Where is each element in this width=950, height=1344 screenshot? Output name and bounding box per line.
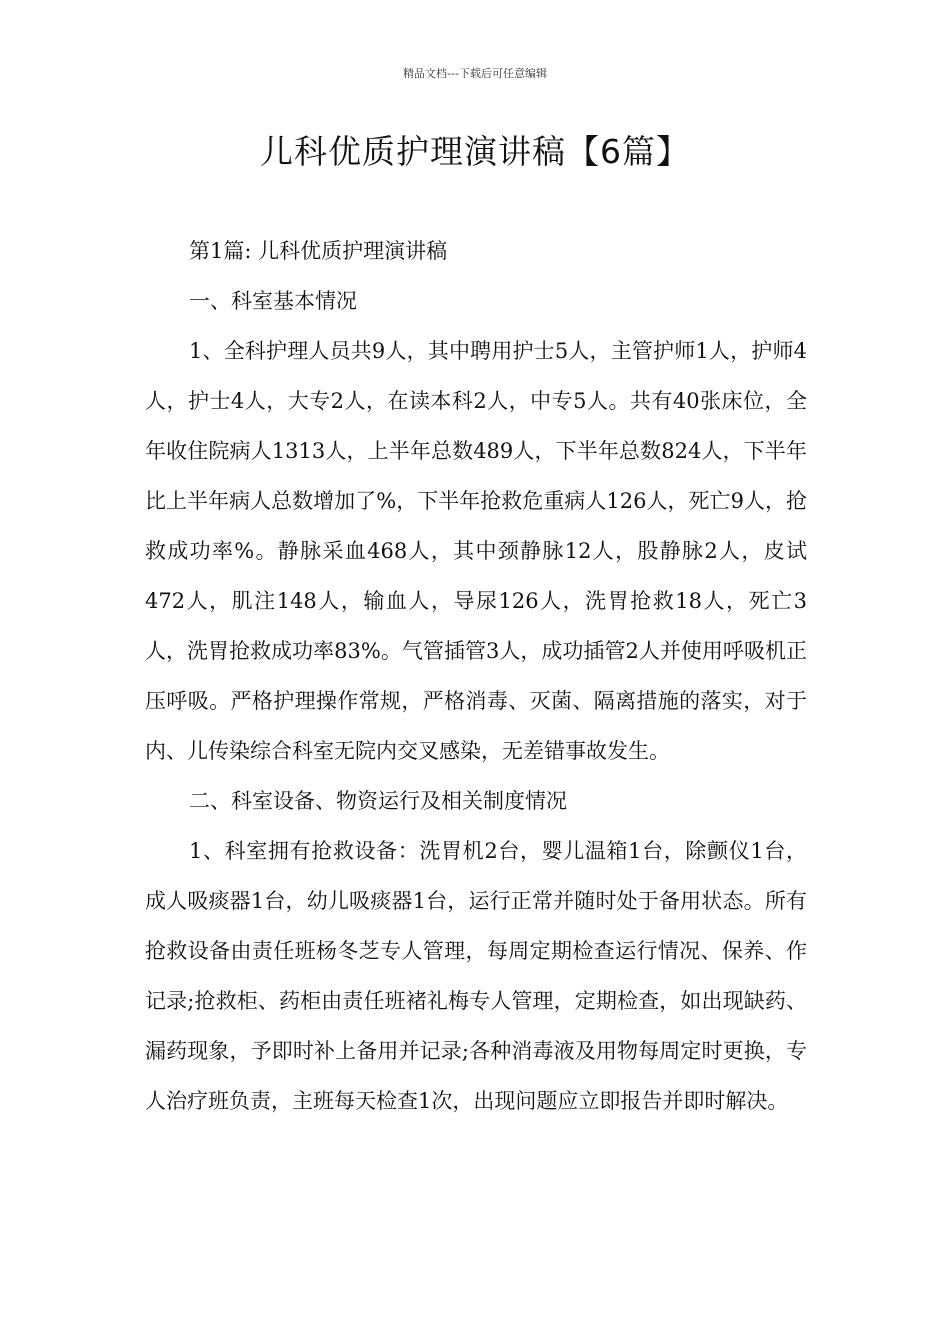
document-body xyxy=(145,226,807,1126)
document-title: 儿科优质护理演讲稿【6篇】 xyxy=(260,132,690,171)
section-heading: 第1篇: 儿科优质护理演讲稿 xyxy=(189,239,448,263)
part2-heading: 二、科室设备、物资运行及相关制度情况 xyxy=(189,789,567,813)
part1-heading: 一、科室基本情况 xyxy=(189,289,357,313)
part1-paragraph: 1、全科护理人员共9人，其中聘用护士5人，主管护师1人，护师4人，护士4人，大专2人，在读本科2人，中专5人。共有40张床位，全年收住院病人1313人，上半年总数489人，下半年总数824人，下半年比上半年病人总数增加了%，下半年抢救危重病人126人，死亡9人，抢救成功率%。静脉采血468人，其中颈静脉12人，股静脉2人，皮试472人，肌注148人，输血人，导尿126人，洗胃抢救18人，死亡3人，洗胃抢救成功率83%。气管插管3人，成功插管2人并使用呼吸机正压呼吸。严格护理操作常规，严格消毒、灭菌、隔离措施的落实，对于内、儿传染综合科室无院内交叉感染，无差错事故发生。 xyxy=(145,339,807,763)
part2-paragraph: 1、科室拥有抢救设备：洗胃机2台，婴儿温箱1台，除颤仪1台，成人吸痰器1台，幼儿吸痰器1台，运行正常并随时处于备用状态。所有抢救设备由责任班杨冬芝专人管理，每周定期检查运行情况、保养、作记录;抢救柜、药柜由责任班褚礼梅专人管理，定期检查，如出现缺药、漏药现象，予即时补上备用并记录;各种消毒液及用物每周定时更换，专人治疗班负责，主班每天检查1次，出现问题应立即报告并即时解决。 xyxy=(145,839,807,1113)
header-note: 精品文档---下载后可任意编辑 xyxy=(403,67,547,80)
